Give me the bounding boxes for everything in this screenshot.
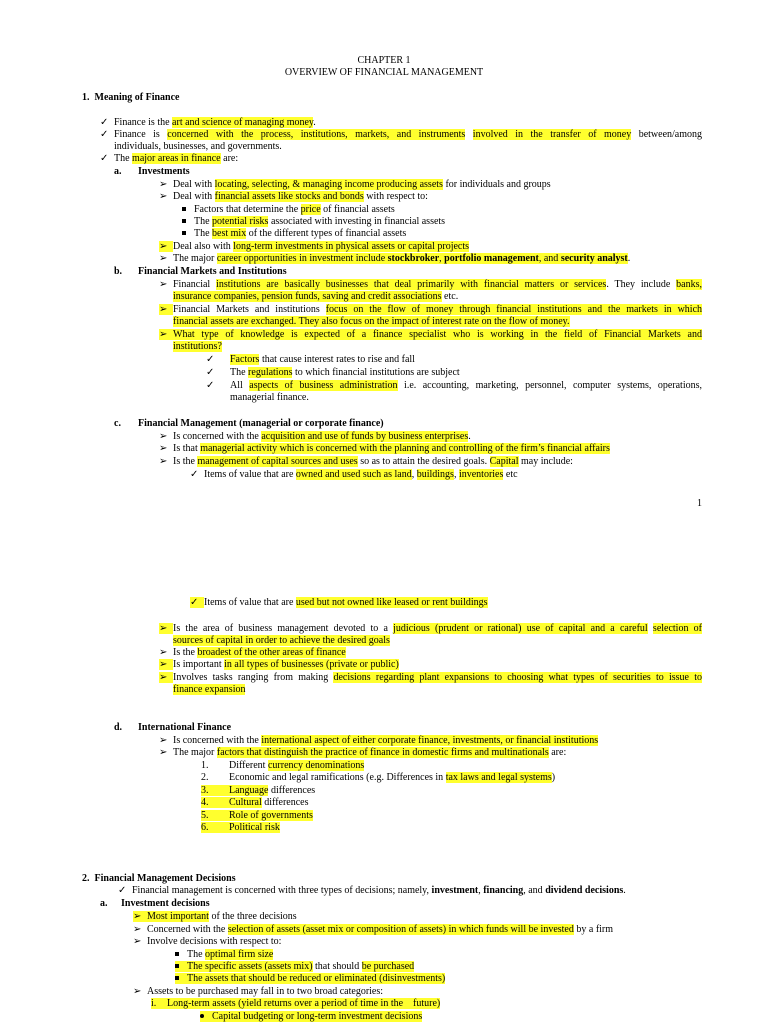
list-item: The assets that should be reduced or eliminated (disinvestments) — [175, 973, 445, 985]
arrow-bullet-icon: ➢ — [159, 253, 168, 264]
check-icon: ✓ — [118, 885, 127, 896]
arrow-bullet-icon: ➢ — [159, 279, 168, 290]
list-item: ➢ Deal with locating, selecting, & managing income producing assets for individuals and groups — [159, 179, 551, 190]
list-item: ➢ Is the broadest of the other areas of finance — [159, 647, 346, 658]
arrow-bullet-icon: ➢ — [159, 329, 168, 340]
arrow-bullet-icon: ➢ — [159, 179, 168, 190]
arrow-bullet-icon: ➢ — [159, 672, 168, 683]
numbered-item: 1. Different currency denominations — [201, 760, 365, 771]
list-item: ➢ Is concerned with the acquisition and use of funds by business enterprises. — [159, 431, 471, 442]
list-item: ➢ Is important in all types of businesses (private or public) — [159, 659, 399, 670]
square-bullet-icon — [175, 964, 179, 968]
list-item: ➢ What type of knowledge is expected of a finance specialist who is working in the field of Financial Markets and — [159, 329, 702, 340]
chapter-label: CHAPTER 1 — [357, 55, 411, 66]
list-item-continuation: sources of capital in order to achieve the desired goals — [173, 635, 390, 646]
list-item-continuation: finance expansion — [173, 684, 246, 695]
list-item: ➢ Concerned with the selection of assets (asset mix or composition of assets) in which funds will be invested by a firm — [133, 924, 614, 935]
check-icon: ✓ — [190, 469, 199, 480]
list-item: ✓ Finance is the art and science of managing money. — [100, 117, 316, 128]
list-item: Factors that determine the price of financial assets — [182, 204, 395, 216]
list-item: ➢ Is that managerial activity which is concerned with the planning and controlling of the firm’s financial affairs — [159, 443, 610, 454]
list-item: ✓ Financial management is concerned with three types of decisions; namely, investment, financing, and dividend decisions. — [118, 885, 626, 896]
subheading-investment-decisions: a. Investment decisions — [100, 898, 210, 909]
arrow-bullet-icon: ➢ — [133, 911, 142, 922]
subheading-financial-management: c. Financial Management (managerial or corporate finance) — [114, 418, 384, 429]
arrow-bullet-icon: ➢ — [159, 747, 168, 758]
list-item: ➢ Financial institutions are basically businesses that deal primarily with financial matters or services. They include banks, — [159, 279, 702, 290]
list-item: Capital budgeting or long-term investment decisions — [200, 1011, 422, 1023]
numbered-item: 6. Political risk — [201, 822, 280, 833]
list-item: ➢ Involves tasks ranging from making decisions regarding plant expansions to choosing what types of securities to issue to — [159, 672, 702, 683]
check-icon: ✓ — [206, 354, 215, 365]
check-icon: ✓ — [206, 367, 215, 378]
list-item: ➢ Is concerned with the international aspect of either corporate finance, investments, or financial institutions — [159, 735, 599, 746]
arrow-bullet-icon: ➢ — [159, 191, 168, 202]
list-item: ➢ Is the area of business management devoted to a judicious (prudent or rational) use of capital and a careful selection of — [159, 623, 703, 634]
arrow-bullet-icon: ➢ — [159, 431, 168, 442]
list-item-continuation: financial assets are exchanged. They also focus on the impact of interest rate on the flow of money. — [173, 316, 570, 327]
list-item: ✓ The regulations to which financial institutions are subject — [206, 367, 460, 378]
list-item: ➢ The major factors that distinguish the practice of finance in domestic firms and multinationals are: — [159, 747, 567, 758]
list-item: ➢ The major career opportunities in investment include stockbroker, portfolio management, and security analyst. — [159, 253, 631, 264]
round-bullet-icon — [200, 1014, 204, 1018]
list-item: i. Long-term assets (yield returns over a period of time in the future) — [151, 998, 441, 1009]
list-item-continuation: insurance companies, pension funds, saving and credit associations etc. — [173, 291, 459, 302]
list-item: ➢ Most important of the three decisions — [133, 911, 297, 922]
square-bullet-icon — [182, 231, 186, 235]
list-item: ✓ Factors that cause interest rates to rise and fall — [206, 354, 415, 365]
check-icon: ✓ — [206, 380, 215, 391]
arrow-bullet-icon: ➢ — [159, 304, 168, 315]
square-bullet-icon — [175, 976, 179, 980]
check-icon: ✓ — [100, 129, 109, 140]
section-heading-financial-management-decisions: 2. Financial Management Decisions — [82, 873, 236, 884]
list-item: The best mix of the different types of financial assets — [182, 228, 406, 240]
list-item: ➢ Assets to be purchased may fall in to two broad categories: — [133, 986, 384, 997]
list-item: ➢ Deal with financial assets like stocks and bonds with respect to: — [159, 191, 428, 202]
arrow-bullet-icon: ➢ — [159, 456, 168, 467]
chapter-title: OVERVIEW OF FINANCIAL MANAGEMENT — [284, 67, 484, 78]
arrow-bullet-icon: ➢ — [159, 647, 168, 658]
page-number: 1 — [697, 498, 702, 509]
check-icon: ✓ — [100, 117, 109, 128]
list-item-continuation: managerial finance. — [230, 392, 309, 403]
list-item: ✓ Finance is concerned with the process, institutions, markets, and instruments involved in the transfer of money between/among — [100, 129, 702, 140]
list-item: The potential risks associated with investing in financial assets — [182, 216, 445, 228]
list-item: The specific assets (assets mix) that should be purchased — [175, 961, 414, 973]
list-item: ✓ The major areas in finance are: — [100, 153, 239, 164]
numbered-item: 3. Language differences — [201, 785, 316, 796]
square-bullet-icon — [182, 219, 186, 223]
list-item: ➢ Is the management of capital sources and uses so as to attain the desired goals. Capital may include: — [159, 456, 573, 467]
arrow-bullet-icon: ➢ — [159, 241, 168, 252]
arrow-bullet-icon: ➢ — [159, 659, 168, 670]
list-item: The optimal firm size — [175, 949, 273, 961]
arrow-bullet-icon: ➢ — [133, 936, 142, 947]
list-item: ➢ Financial Markets and institutions focus on the flow of money through financial institutions and the markets in which — [159, 304, 703, 315]
section-heading-meaning-of-finance: 1. Meaning of Finance — [82, 92, 180, 103]
list-item: ✓ All aspects of business administration i.e. accounting, marketing, personnel, computer systems, operations, — [206, 380, 702, 391]
subheading-financial-markets: b. Financial Markets and Institutions — [114, 266, 287, 277]
list-item-continuation: institutions? — [173, 341, 222, 352]
list-item-continuation: individuals, businesses, and governments. — [114, 141, 282, 152]
arrow-bullet-icon: ➢ — [159, 623, 168, 634]
list-item: ➢ Deal also with long-term investments in physical assets or capital projects — [159, 241, 470, 252]
square-bullet-icon — [175, 952, 179, 956]
square-bullet-icon — [182, 207, 186, 211]
arrow-bullet-icon: ➢ — [133, 924, 142, 935]
numbered-item: 4. Cultural differences — [201, 797, 309, 808]
subheading-investments: a. Investments — [114, 166, 190, 177]
check-icon: ✓ — [100, 153, 109, 164]
arrow-bullet-icon: ➢ — [159, 443, 168, 454]
list-item: ✓ Items of value that are owned and used such as land, buildings, inventories etc — [190, 469, 518, 480]
list-item: ✓ Items of value that are used but not owned like leased or rent buildings — [190, 597, 488, 608]
arrow-bullet-icon: ➢ — [159, 735, 168, 746]
subheading-international-finance: d. International Finance — [114, 722, 232, 733]
check-icon: ✓ — [190, 597, 199, 608]
numbered-item: 2. Economic and legal ramifications (e.g. Differences in tax laws and legal systems) — [201, 772, 556, 783]
list-item: ➢ Involve decisions with respect to: — [133, 936, 282, 947]
arrow-bullet-icon: ➢ — [133, 986, 142, 997]
numbered-item: 5. Role of governments — [201, 810, 313, 821]
